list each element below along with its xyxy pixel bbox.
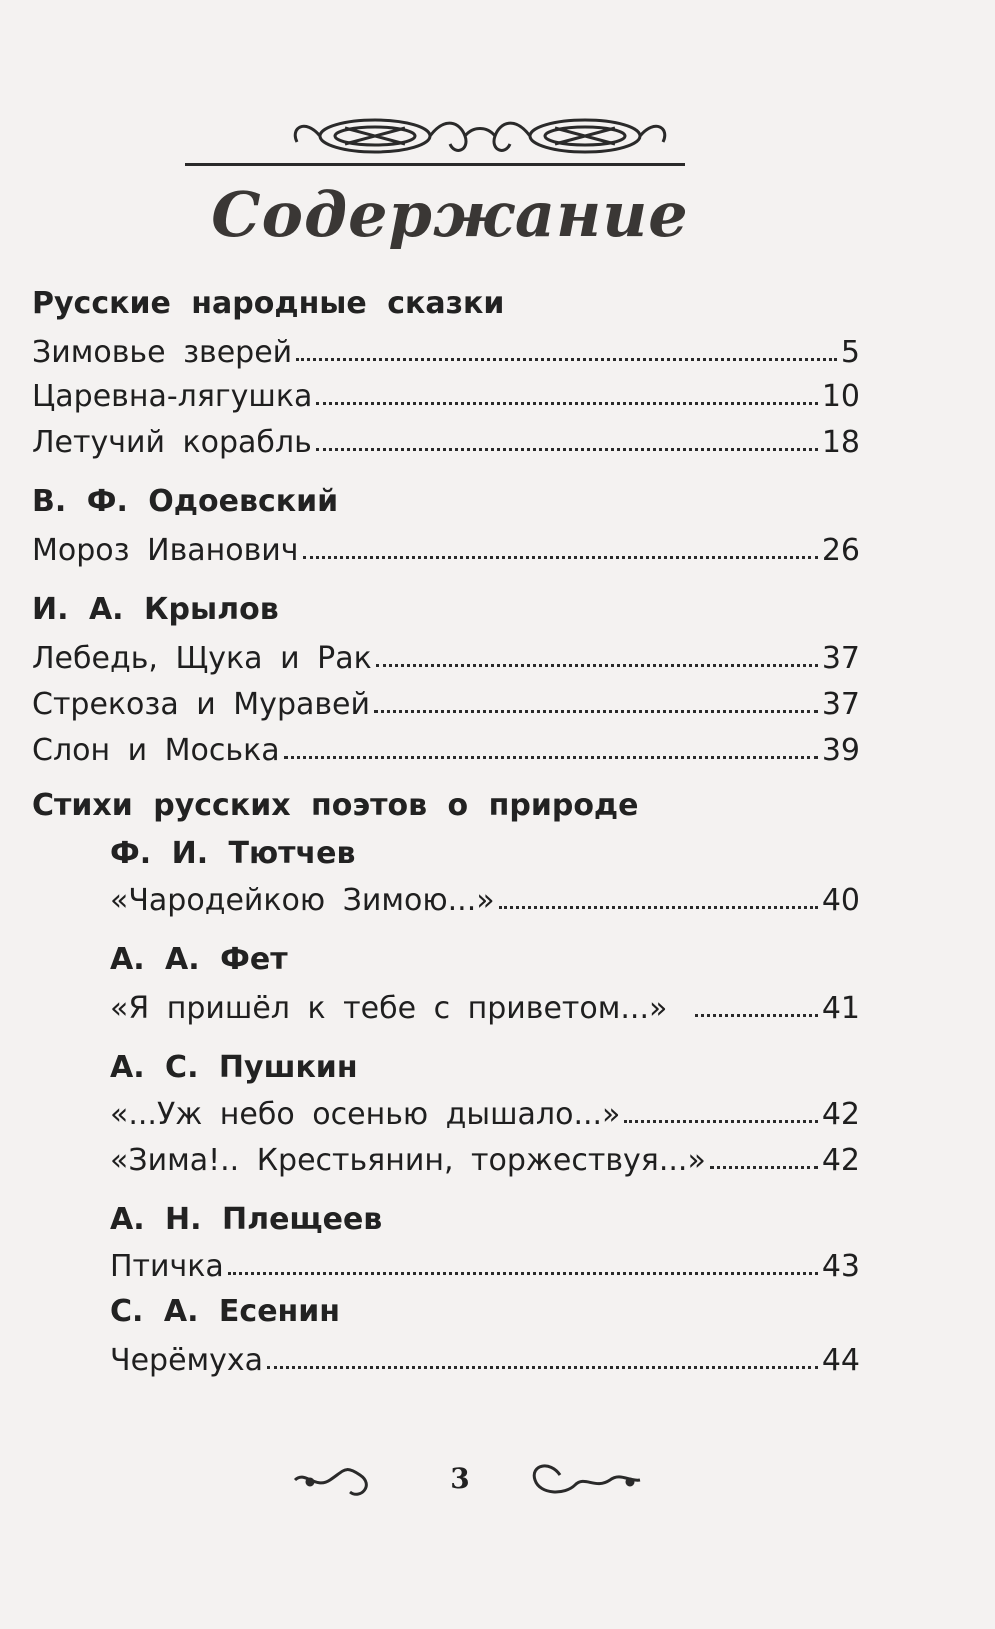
entry-page: 18	[821, 425, 860, 460]
section-heading: Русские народные сказки	[32, 286, 505, 321]
entry-page: 40	[821, 883, 860, 918]
entry-page: 44	[821, 1343, 860, 1378]
entry-page: 37	[821, 641, 860, 676]
dot-leader	[267, 1366, 818, 1369]
toc-entry[interactable]	[110, 1244, 860, 1284]
dot-leader	[284, 756, 818, 759]
entry-title: «Чародейкою Зимою...»	[110, 883, 495, 918]
flourish-ornament-icon	[285, 108, 675, 168]
toc-entry[interactable]	[32, 374, 860, 414]
page-title: Содержание	[211, 178, 689, 251]
toc-entry[interactable]	[32, 330, 860, 370]
entry-page: 10	[821, 379, 860, 414]
entry-page: 37	[821, 687, 860, 722]
author-name: А. А. Фет	[110, 942, 288, 977]
dot-leader	[316, 448, 818, 451]
toc-entry[interactable]	[110, 1338, 860, 1378]
entry-title: Черёмуха	[110, 1343, 264, 1378]
section-heading: И. А. Крылов	[32, 592, 279, 627]
dot-leader	[499, 906, 818, 909]
dot-leader	[624, 1120, 817, 1123]
entry-page: 5	[840, 335, 860, 370]
author-name: Ф. И. Тютчев	[110, 836, 356, 871]
entry-title: «Зима!.. Крестьянин, торжествуя...»	[110, 1143, 706, 1178]
toc-entry[interactable]	[110, 1092, 860, 1132]
toc-entry[interactable]	[32, 420, 860, 460]
entry-title: Слон и Моська	[32, 733, 280, 768]
dot-leader	[228, 1272, 818, 1275]
entry-page: 42	[821, 1143, 860, 1178]
entry-page: 26	[821, 533, 860, 568]
section-heading: Стихи русских поэтов о природе	[32, 788, 639, 823]
author-name: С. А. Есенин	[110, 1294, 341, 1329]
author-name: А. Н. Плещеев	[110, 1202, 383, 1237]
toc-entry[interactable]	[110, 878, 860, 918]
entry-title: Зимовье зверей	[32, 335, 293, 370]
toc-entry[interactable]	[32, 682, 860, 722]
section-heading: В. Ф. Одоевский	[32, 484, 339, 519]
page-number: 3	[450, 1462, 470, 1495]
entry-title: Мороз Иванович	[32, 533, 299, 568]
entry-page: 42	[821, 1097, 860, 1132]
toc-entry[interactable]	[32, 528, 860, 568]
header-rule	[185, 163, 685, 166]
entry-title: Летучий корабль	[32, 425, 312, 460]
toc-entry[interactable]	[110, 986, 860, 1026]
dot-leader	[695, 1014, 817, 1017]
toc-entry[interactable]	[32, 728, 860, 768]
entry-page: 41	[821, 991, 860, 1026]
entry-title: Царевна-лягушка	[32, 379, 313, 414]
toc-entry[interactable]	[32, 636, 860, 676]
entry-title: «...Уж небо осенью дышало...»	[110, 1097, 621, 1132]
entry-page: 39	[821, 733, 860, 768]
author-name: А. С. Пушкин	[110, 1050, 358, 1085]
entry-title: Стрекоза и Муравей	[32, 687, 371, 722]
entry-title: Лебедь, Щука и Рак	[32, 641, 372, 676]
entry-page: 43	[821, 1249, 860, 1284]
dot-leader	[296, 358, 837, 361]
dot-leader	[303, 556, 818, 559]
dot-leader	[374, 710, 818, 713]
entry-title: «Я пришёл к тебе с приветом...»	[110, 991, 668, 1026]
toc-entry[interactable]	[110, 1138, 860, 1178]
dot-leader	[316, 402, 817, 405]
dot-leader	[710, 1166, 818, 1169]
dot-leader	[376, 664, 818, 667]
entry-title: Птичка	[110, 1249, 224, 1284]
